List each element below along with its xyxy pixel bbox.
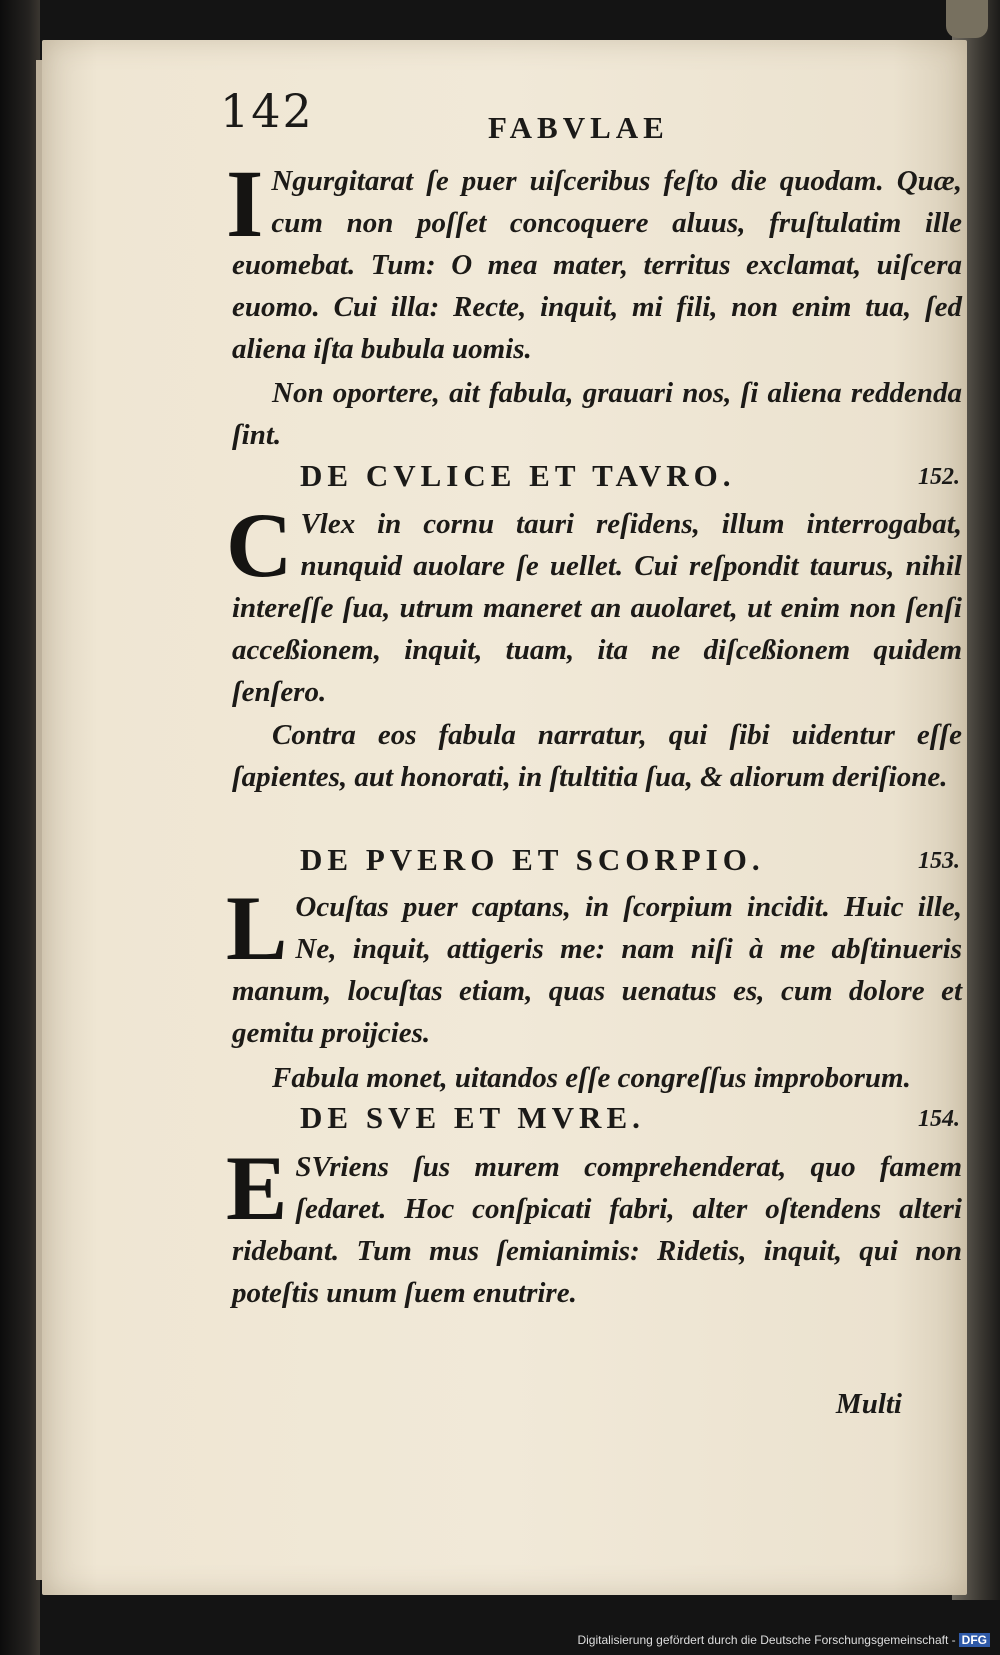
dfg-logo: DFG: [959, 1633, 990, 1647]
fable-153-text: Ocuſtas puer captans, in ſcorpium incidit. Huic ille, Ne, inquit, attigeris me: nam niſi à me abſtinueris manum, locuſtas etiam, quas uenatus es, cum dolore et gemitu proijcies.: [232, 891, 962, 1049]
fable-154-heading: [300, 1100, 960, 1146]
drop-cap-l: L: [226, 877, 288, 979]
book-clasp: [946, 0, 988, 38]
fable-154-title: DE SVE ET MVRE.: [300, 1100, 645, 1135]
fable-151-text: Ngurgitarat ſe puer uiſceribus feſto die quodam. Quæ, cum non poſſet concoquere aluus, fruſtulatim ille euomebat. Tum: O mea mater, territus exclamat, uiſcera euomo. Cui illa: Recte, inquit, mi fili, non enim tua, ſed aliena iſta bubula uomis.: [232, 165, 962, 365]
fable-152-number: 152.: [918, 464, 960, 490]
fable-154-text: SVriens ſus murem comprehenderat, quo famem ſedaret. Hoc conſpicati fabri, alter oſtendens alteri ridebant. Tum mus ſemianimis: Ridetis, inquit, qui non poteſtis unum ſuem enutrire.: [232, 1151, 962, 1309]
digitization-footer: [577, 1633, 990, 1647]
fable-153-number: 153.: [918, 848, 960, 874]
fable-151-body: [226, 150, 962, 370]
page-number: 142: [220, 84, 314, 138]
fable-152-heading: [300, 458, 960, 504]
fable-152-text: Vlex in cornu tauri reſidens, illum interrogabat, nunquid auolare ſe uellet. Cui reſpondit taurus, nihil intereſſe ſua, utrum maneret an auolaret, ut enim non ſenſi acceßionem, inquit, tuam, ita ne diſceßionem quidem ſenſero.: [232, 508, 962, 708]
fable-154-number: 154.: [918, 1106, 960, 1132]
fable-152-title: DE CVLICE ET TAVRO.: [300, 458, 736, 493]
book-binding-edge: [0, 0, 40, 1655]
fable-153-title: DE PVERO ET SCORPIO.: [300, 842, 765, 877]
drop-cap-i: I: [226, 150, 264, 257]
drop-cap-e: E: [226, 1137, 288, 1239]
fable-152-body: [226, 494, 962, 713]
catchword: Multi: [835, 1388, 902, 1420]
fable-151-moral: Non oportere, ait fabula, grauari nos, ſi aliena reddenda ſint.: [232, 377, 962, 451]
fable-153-body: [226, 877, 962, 1054]
fable-153-moral: Fabula monet, uitandos eſſe congreſſus improborum.: [272, 1062, 911, 1094]
running-title: FABVLAE: [488, 110, 669, 145]
fable-152-moral: Contra eos fabula narratur, qui ſibi uidentur eſſe ſapientes, aut honorati, in ſtultitia ſua, & aliorum deriſione.: [232, 719, 962, 793]
fable-154-body: [226, 1137, 962, 1314]
drop-cap-c: C: [226, 494, 293, 596]
fable-153-heading: [300, 842, 960, 888]
footer-text: Digitalisierung gefördert durch die Deutsche Forschungsgemeinschaft -: [577, 1633, 956, 1647]
